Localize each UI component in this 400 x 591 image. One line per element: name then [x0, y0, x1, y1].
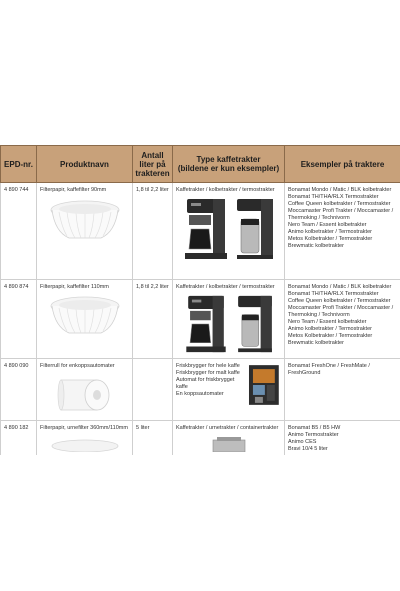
cell-volume: 1,8 til 2,2 liter [133, 280, 173, 359]
glass-carafe-brewer-image [183, 197, 229, 261]
example-line: Thermoking / Technivorm [288, 215, 350, 221]
example-line: Nero Team / Essent kolbetrakter [288, 222, 367, 228]
cell-product-name [37, 421, 133, 460]
example-line: Bonamat FreshOne / FreshMate / FreshGround [288, 363, 370, 376]
cell-volume [133, 359, 173, 421]
header-brewer-type [173, 146, 285, 183]
example-line: Coffee Queen kolbetrakter / Termostrakter [288, 201, 391, 207]
header-product-name: Produktnavn [37, 146, 133, 183]
filter-roll-image [40, 374, 129, 416]
filter-cup-image [40, 198, 129, 244]
example-line: Metos Kolbetrakter / Termostrakter [288, 236, 373, 242]
brewer-images [176, 197, 281, 261]
brewer-type-text: Kaffetrakter / urnetrakter / containertrakter [176, 425, 279, 431]
example-line: Animo CES [288, 439, 317, 445]
header-epd: EPD-nr. [1, 146, 37, 183]
example-line: Bonamat TH/THA/RLX Termostrakter [288, 291, 379, 297]
brewer-type-text: Kaffetrakter / kolbetrakter / termostrakter [176, 284, 275, 290]
example-line: Bravi 10/4 5 liter [288, 446, 328, 452]
example-line: Moccamaster Profi Trakter / Moccamaster / [288, 305, 394, 311]
brewer-type-line: Friskbrygger for hele kaffe [176, 363, 240, 369]
brewer-images [176, 294, 281, 354]
example-line: Bonamat Mondo / Matic / BLK kolbetrakter [288, 284, 392, 290]
cell-volume: 5 liter [133, 421, 173, 460]
brewer-type-line: Friskbrygger for malt kaffe [176, 370, 240, 376]
example-line: Metos Kolbetrakter / Termostrakter [288, 333, 373, 339]
header-brewer-type-sub: (bildene er kun eksempler) [177, 164, 280, 173]
cell-examples [285, 183, 400, 280]
vending-machine-image [247, 363, 281, 407]
header-brewer-type-title: Type kaffetrakter [196, 155, 261, 164]
product-name-text: Filterpapir, urnefilter 360mm/110mm [40, 425, 128, 431]
cell-examples [285, 359, 400, 421]
urn-brewer-image [176, 436, 281, 452]
example-line: Thermoking / Technivorm [288, 312, 350, 318]
cell-brewer-type [173, 359, 285, 421]
table-row [1, 280, 400, 359]
urn-filter-image [40, 436, 129, 452]
brewer-type-line: En koppsautomater [176, 391, 224, 397]
product-name-text: Filterpapir, kaffefilter 110mm [40, 284, 109, 290]
table-header-row [1, 146, 400, 183]
glass-carafe-brewer-image [183, 294, 229, 354]
product-table [0, 145, 400, 460]
table-row [1, 183, 400, 280]
product-name-text: Filterpapir, kaffefilter 90mm [40, 187, 107, 193]
product-name-text: Filterrull for enkoppsautomater [40, 363, 115, 369]
header-volume: Antall liter på trakteren [133, 146, 173, 183]
example-line: Coffee Queen kolbetrakter / Termostrakter [288, 298, 391, 304]
cell-volume: 1,8 til 2,2 liter [133, 183, 173, 280]
cell-examples [285, 280, 400, 359]
page-bottom-whitespace [0, 455, 400, 591]
cell-examples [285, 421, 400, 460]
example-line: Moccamaster Profi Trakter / Moccamaster / [288, 208, 394, 214]
example-line: Bonamat Mondo / Matic / BLK kolbetrakter [288, 187, 392, 193]
cell-brewer-type [173, 183, 285, 280]
cell-epd: 4 890 874 [1, 280, 37, 359]
example-line: Animo Termostrakter [288, 432, 339, 438]
thermos-brewer-image [235, 294, 275, 354]
cell-product-name [37, 280, 133, 359]
example-line: Nero Team / Essent kolbetrakter [288, 319, 367, 325]
table-row [1, 421, 400, 460]
brewer-type-text: Kaffetrakter / kolbetrakter / termostrakter [176, 187, 275, 193]
example-line: Animo kolbetrakter / Termostrakter [288, 229, 372, 235]
example-line: Bonamat B5 / B5 HW [288, 425, 341, 431]
header-examples: Eksempler på traktere [285, 146, 400, 183]
example-line: Brewmatic kolbetrakter [288, 340, 344, 346]
brewer-type-line: Automat for friskbrygget kaffe [176, 377, 235, 390]
table-row [1, 359, 400, 421]
cell-product-name [37, 359, 133, 421]
cell-product-name [37, 183, 133, 280]
example-line: Animo kolbetrakter / Termostrakter [288, 326, 372, 332]
cell-brewer-type [173, 421, 285, 460]
filter-cup-image [40, 295, 129, 339]
cell-epd: 4 890 090 [1, 359, 37, 421]
example-line: Brewmatic kolbetrakter [288, 243, 344, 249]
cell-epd: 4 890 182 [1, 421, 37, 460]
example-line: Bonamat TH/THA/RLX Termostrakter [288, 194, 379, 200]
cell-brewer-type [173, 280, 285, 359]
thermos-brewer-image [235, 197, 275, 261]
cell-epd: 4 890 744 [1, 183, 37, 280]
